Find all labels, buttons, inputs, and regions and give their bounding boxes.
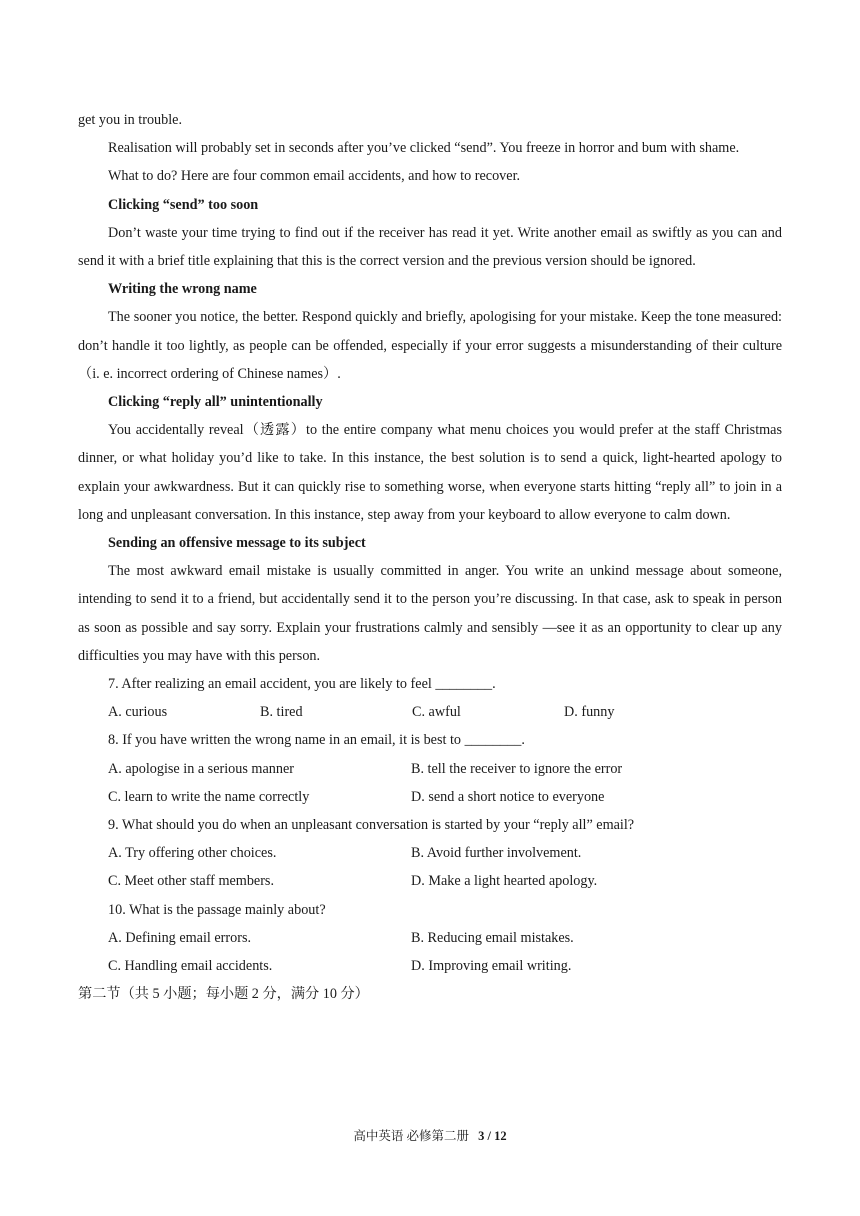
option: B. tired: [260, 704, 303, 721]
page-number: 3 / 12: [478, 1129, 507, 1143]
section-heading: Sending an offensive message to its subject: [108, 535, 366, 552]
question-stem: 7. After realizing an email accident, you are likely to feel ________.: [108, 676, 496, 693]
question-stem: 9. What should you do when an unpleasant conversation is started by your “reply all” email?: [108, 817, 635, 834]
option: B. tell the receiver to ignore the error: [411, 760, 623, 777]
question-options: [78, 839, 782, 867]
paragraph: get you in trouble.: [78, 112, 183, 128]
question-options: [78, 952, 782, 980]
option: B. Reducing email mistakes.: [411, 929, 574, 946]
question-options: [78, 783, 782, 811]
option: D. funny: [564, 704, 615, 721]
question-stem: 8. If you have written the wrong name in an email, it is best to ________.: [108, 732, 525, 749]
section-heading: Clicking “reply all” unintentionally: [108, 394, 323, 411]
option: C. learn to write the name correctly: [108, 788, 310, 805]
option: A. curious: [108, 704, 168, 721]
paragraph: You accidentally reveal（透露）to the entire company what menu choices you would prefer at the staff Christmas dinner, or what holiday you’d like to take. In this instance, the best solution is to send a quick, light-hearted apology to explain your awkwardness. But it can quickly rise to something worse, when everyone starts hitting “reply all” to join in a long and unpleasant conversation. In this instance, step away from your keyboard to allow everyone to calm down.: [78, 422, 782, 523]
page-footer: [0, 1126, 860, 1144]
option: C. Handling email accidents.: [108, 958, 273, 975]
passage-content: [78, 106, 782, 1009]
footer-book-title: 高中英语 必修第二册: [353, 1129, 470, 1143]
option: C. Meet other staff members.: [108, 873, 275, 890]
option: C. awful: [412, 704, 461, 721]
paragraph: The most awkward email mistake is usually committed in anger. You write an unkind message about someone, intending to send it to a friend, but accidentally send it to the person you’re discussing. In that case, ask to speak in person as soon as possible and say sorry. Explain your frustrations calmly and sensibly —see it as an opportunity to clear up any difficulties you may have with this person.: [78, 563, 782, 664]
option: D. Make a light hearted apology.: [411, 873, 598, 890]
question-stem: 10. What is the passage mainly about?: [108, 901, 326, 918]
option: A. apologise in a serious manner: [108, 760, 294, 777]
paragraph: What to do? Here are four common email accidents, and how to recover.: [108, 168, 521, 185]
section-heading: Writing the wrong name: [108, 281, 257, 298]
question-options: [78, 924, 782, 952]
paragraph: Don’t waste your time trying to find out if the receiver has read it yet. Write another email as swiftly as you can and send it with a brief title explaining that this is the correct version and the previous version should be ignored.: [78, 224, 782, 270]
paragraph: Realisation will probably set in seconds after you’ve clicked “send”. You freeze in horror and bum with shame.: [108, 140, 740, 157]
question-options: [78, 698, 782, 726]
option: D. send a short notice to everyone: [411, 788, 605, 805]
option: A. Defining email errors.: [108, 929, 252, 946]
section-title: 第二节（共 5 小题；每小题 2 分，满分 10 分）: [78, 986, 369, 1003]
option: D. Improving email writing.: [411, 958, 572, 975]
option: B. Avoid further involvement.: [411, 845, 582, 862]
question-options: [78, 755, 782, 783]
paragraph: The sooner you notice, the better. Respond quickly and briefly, apologising for your mistake. Keep the tone measured: don’t handle it too lightly, as people can be offended, especially if your error suggests a misunderstanding of their culture （i. e. incorrect ordering of Chinese names）.: [78, 309, 782, 382]
section-heading: Clicking “send” too soon: [108, 196, 259, 213]
option: A. Try offering other choices.: [108, 845, 277, 862]
question-options: [78, 867, 782, 895]
